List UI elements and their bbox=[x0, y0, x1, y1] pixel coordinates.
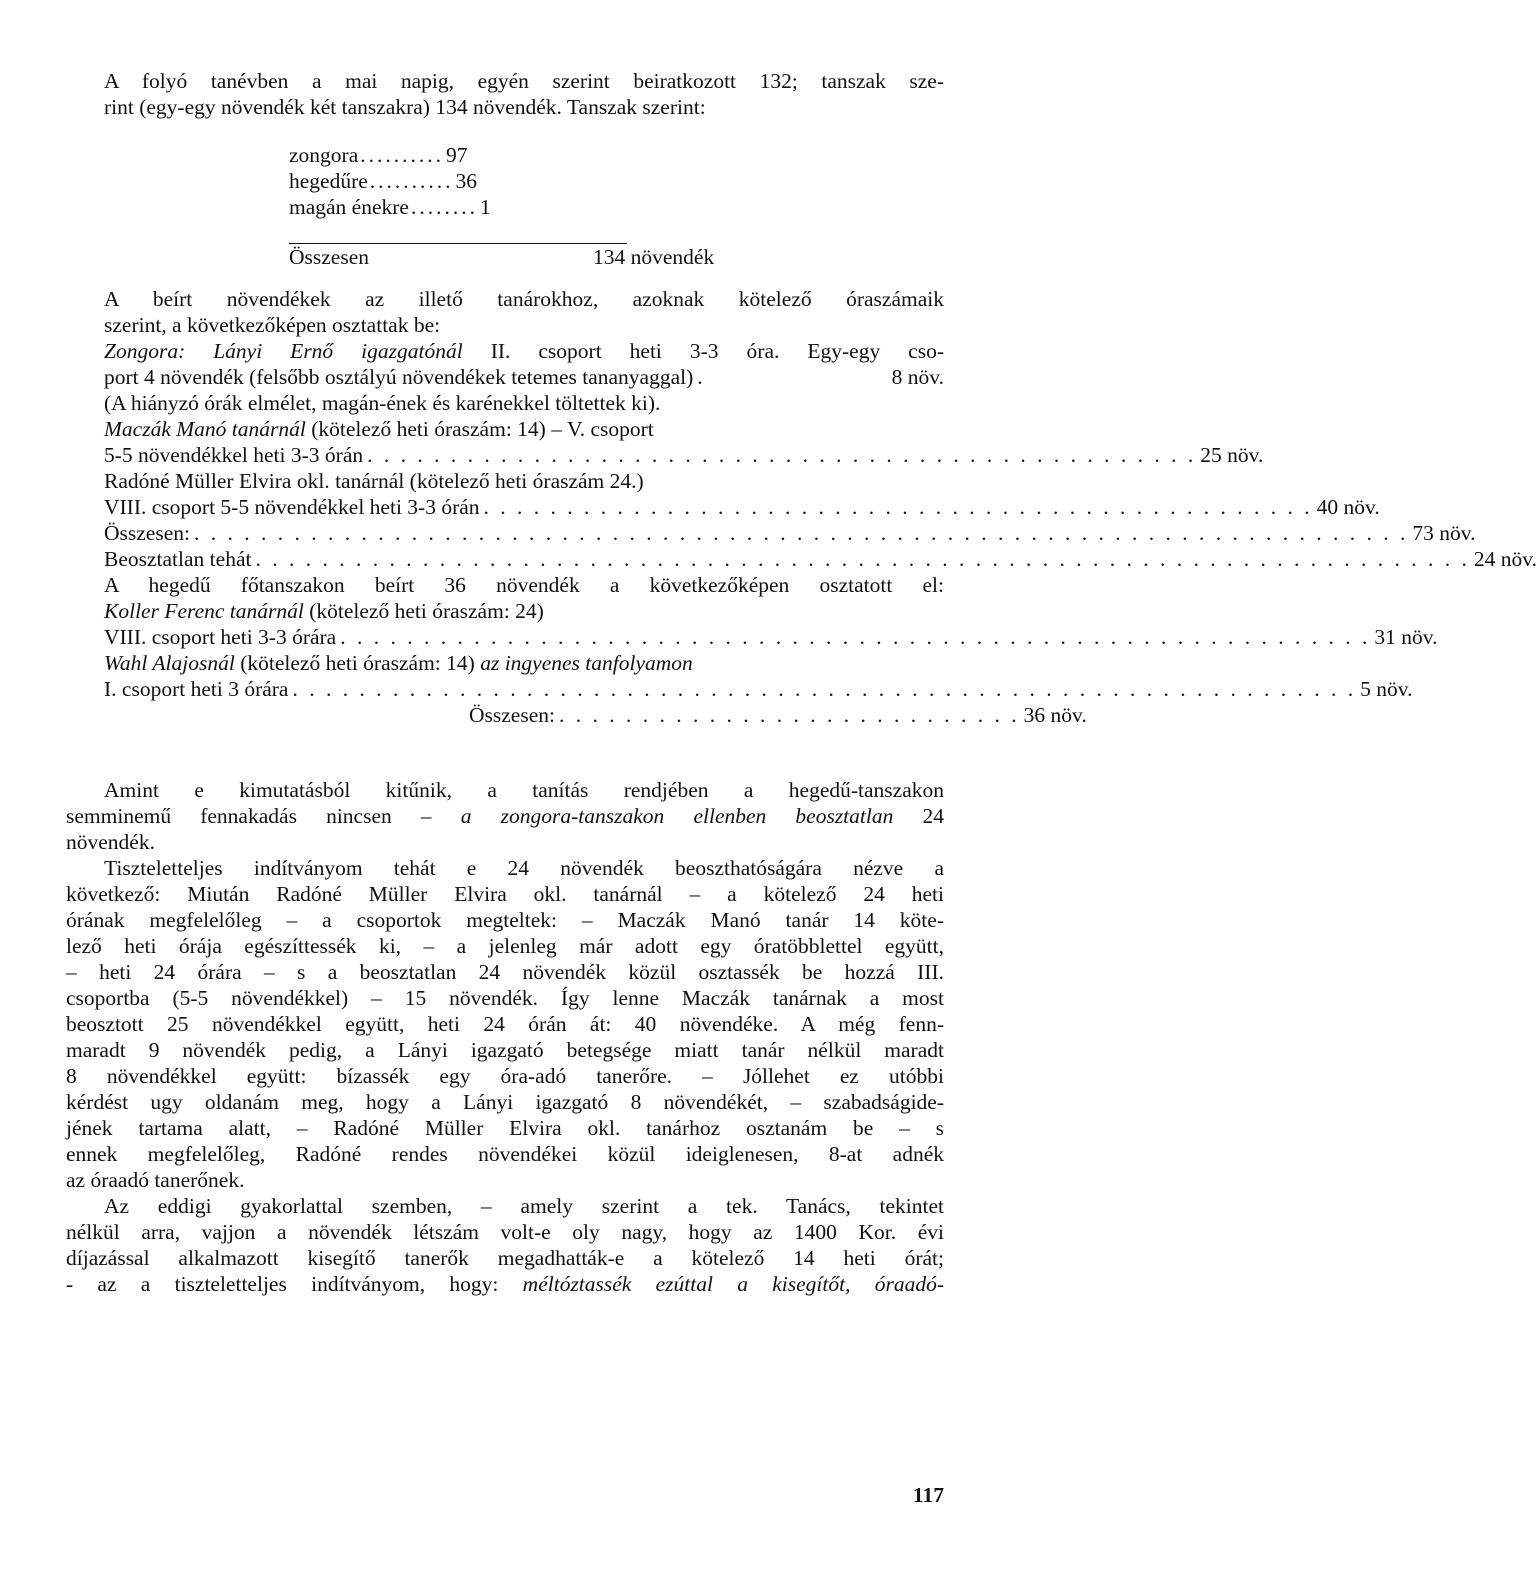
zongora-line-3: (A hiányzó órák elmélet, magán-ének és karénekkel töltettek ki). bbox=[104, 391, 661, 415]
table-row-dots: ........ bbox=[410, 195, 478, 219]
leader-dots: . . . . . . . . . . . . . . . . . . . . . . . . . . . . . . . . . . . . . . . . . . . . . . . . . . . . . . . . . . . . . . . . bbox=[292, 677, 1357, 701]
table-row-dots: .......... bbox=[360, 143, 444, 167]
leader-dots: . . . . . . . . . . . . . . . . . . . . . . . . . . . . . . . . . . . . . . . . . . . . . . . . . . bbox=[483, 495, 1313, 519]
zongora-line-7-value: 40 növ. bbox=[1316, 495, 1380, 519]
leader-dots: . . . . . . . . . . . . . . . . . . . . . . . . . . . . . . . . . . . . . . . . . . . . . . . . . . bbox=[367, 443, 1197, 467]
leader-dots: . . . . . . . . . . . . . . . . . . . . . . . . . . . . . . . . . . . . . . . . . . . . . . . . . . . . . . . . . . . . . . . . . . . . . . . . . bbox=[193, 521, 1409, 545]
hegedu-line-3-text: VIII. csoport heti 3-3 órára bbox=[104, 625, 337, 649]
para3-line: 8 növendékkel együtt: bízassék egy óra-adó tanerőre. – Jóllehet ez utóbbi bbox=[66, 1064, 944, 1088]
teacher-name: Zongora: Lányi Ernő igazgatónál bbox=[104, 339, 463, 363]
hegedu-line-2-rest: (kötelező heti óraszám: 24) bbox=[303, 599, 544, 623]
zongora-line-4 bbox=[104, 416, 654, 442]
intro-line-2: rint (egy-egy növendék két tanszakra) 134 növendék. Tanszak szerint: bbox=[104, 95, 706, 119]
para3-line: kérdést ugy oldanám meg, hogy a Lányi igazgató 8 növendékét, – szabadságide- bbox=[66, 1090, 944, 1114]
para3-line: Tiszteletteljes indítványom tehát e 24 növendék beoszthatóságára nézve a bbox=[104, 856, 944, 880]
hegedu-line-4-mid: (kötelező heti óraszám: 14) bbox=[234, 651, 481, 675]
para4-line-4-italic: méltóztassék ezúttal a kisegítőt, óraadó- bbox=[522, 1272, 944, 1296]
zongora-line-6: Radóné Müller Elvira okl. tanárnál (kötelező heti óraszám 24.) bbox=[104, 469, 644, 493]
zongora-line-5 bbox=[104, 442, 1264, 468]
table-total-value: 134 növendék bbox=[593, 245, 715, 269]
para4-line-4-a: - az a tiszteletteljes indítványom, hogy: bbox=[66, 1272, 523, 1296]
table-row-dots: .......... bbox=[369, 169, 454, 193]
zongora-line-2-text: port 4 növendék (felsőbb osztályú növendékek tetemes tananyaggal) bbox=[104, 365, 694, 389]
para4-line-3: díjazással alkalmazott kisegítő tanerők megadhatták-e a kötelező 14 heti órát; bbox=[66, 1246, 944, 1270]
para2-line-1: Amint e kimutatásból kitűnik, a tanítás rendjében a hegedű-tanszakon bbox=[104, 778, 944, 802]
para2-line-2-italic: a zongora-tanszakon ellenben beosztatlan bbox=[460, 804, 894, 828]
leader-dots: . . . . . . . . . . . . . . . . . . . . . . . . . . . . bbox=[558, 703, 1020, 727]
table-row bbox=[289, 142, 468, 168]
table-row-value: 97 bbox=[446, 143, 468, 167]
table-row bbox=[289, 168, 477, 194]
para3-line: ennek megfelelőleg, Radóné rendes növendékei közül ideiglenesen, 8-at adnék bbox=[66, 1142, 944, 1166]
para3-line: csoportba (5-5 növendékkel) – 15 növendék. Így lenne Maczák tanárnak a most bbox=[66, 986, 944, 1010]
para1-line-1: A beírt növendékek az illető tanárokhoz, azoknak kötelező óraszámaik bbox=[104, 287, 944, 311]
table-row bbox=[289, 194, 491, 220]
zongora-line-9-text: Beosztatlan tehát bbox=[104, 547, 252, 571]
table-row-label: hegedűre bbox=[289, 169, 368, 193]
para4-line-2: nélkül arra, vajjon a növendék létszám volt-e oly nagy, hogy az 1400 Kor. évi bbox=[66, 1220, 944, 1244]
zongora-line-2 bbox=[104, 364, 944, 390]
para3-line: az óraadó tanerőnek. bbox=[66, 1168, 245, 1192]
para2-line-3: növendék. bbox=[66, 830, 155, 854]
para3-line: jének tartama alatt, – Radóné Müller Elvira okl. tanárhoz osztanám be – s bbox=[66, 1116, 944, 1140]
para3-line: beosztott 25 növendékkel együtt, heti 24 órán át: 40 növendéke. A még fenn- bbox=[66, 1012, 944, 1036]
hegedu-line-5 bbox=[104, 676, 1413, 702]
hegedu-line-5-value: 5 növ. bbox=[1360, 677, 1413, 701]
hegedu-line-2 bbox=[104, 598, 544, 624]
hegedu-line-4 bbox=[104, 650, 693, 676]
para2-line-2 bbox=[66, 803, 944, 829]
para4-line-4 bbox=[66, 1271, 944, 1297]
intro-line-1: A folyó tanévben a mai napig, egyén szerint beiratkozott 132; tanszak sze- bbox=[104, 69, 944, 93]
zongora-line-4-rest: (kötelező heti óraszám: 14) – V. csoport bbox=[305, 417, 654, 441]
zongora-line-1-rest: II. csoport heti 3-3 óra. Egy-egy cso- bbox=[462, 339, 944, 363]
zongora-line-5-value: 25 növ. bbox=[1200, 443, 1264, 467]
zongora-line-9 bbox=[104, 546, 1537, 572]
hegedu-line-5-text: I. csoport heti 3 órára bbox=[104, 677, 289, 701]
course-name: az ingyenes tanfolyamon bbox=[480, 651, 693, 675]
para3-line: lező heti órája egészíttessék ki, – a jelenleg már adott egy óratöbblettel együtt, bbox=[66, 934, 944, 958]
hegedu-line-6-text: Összesen: bbox=[469, 703, 555, 727]
table-row-label: zongora bbox=[289, 143, 359, 167]
table-total-label: Összesen bbox=[289, 245, 370, 269]
zongora-line-8 bbox=[104, 520, 1476, 546]
para3-line: – heti 24 órára – s a beosztatlan 24 növendék közül osztassék be hozzá III. bbox=[66, 960, 944, 984]
zongora-line-7-text: VIII. csoport 5-5 növendékkel heti 3-3 órán bbox=[104, 495, 480, 519]
leader-dots: . bbox=[697, 365, 706, 389]
page-number: 117 bbox=[912, 1483, 944, 1507]
zongora-line-8-value: 73 növ. bbox=[1412, 521, 1476, 545]
hegedu-line-6 bbox=[469, 702, 1087, 728]
para4-line-1: Az eddigi gyakorlattal szemben, – amely szerint a tek. Tanács, tekintet bbox=[104, 1194, 944, 1218]
para3-line: maradt 9 növendék pedig, a Lányi igazgató betegsége miatt tanár nélkül maradt bbox=[66, 1038, 944, 1062]
hegedu-line-1: A hegedű főtanszakon beírt 36 növendék a következőképen osztatott el: bbox=[104, 573, 944, 597]
zongora-line-9-value: 24 növ. bbox=[1473, 547, 1537, 571]
teacher-name: Wahl Alajosnál bbox=[104, 651, 235, 675]
table-row-label: magán énekre bbox=[289, 195, 409, 219]
hegedu-line-3 bbox=[104, 624, 1438, 650]
teacher-name: Koller Ferenc tanárnál bbox=[104, 599, 304, 623]
leader-dots: . . . . . . . . . . . . . . . . . . . . . . . . . . . . . . . . . . . . . . . . . . . . . . . . . . . . . . . . . . . . . . . . . . . . . . . . . bbox=[255, 547, 1470, 571]
zongora-line-2-value: 8 növ. bbox=[891, 365, 944, 389]
leader-dots: . . . . . . . . . . . . . . . . . . . . . . . . . . . . . . . . . . . . . . . . . . . . . . . . . . . . . . . . . . . . . . bbox=[340, 625, 1371, 649]
para3-line: következő: Miután Radóné Müller Elvira okl. tanárnál – a kötelező 24 heti bbox=[66, 882, 944, 906]
zongora-line-8-text: Összesen: bbox=[104, 521, 190, 545]
table-row-value: 36 bbox=[455, 169, 478, 193]
zongora-line-5-text: 5-5 növendékkel heti 3-3 órán bbox=[104, 443, 364, 467]
para2-line-2-a: semminemű fennakadás nincsen – bbox=[66, 804, 461, 828]
hegedu-line-6-value: 36 növ. bbox=[1023, 703, 1087, 727]
para3-line: órának megfelelőleg – a csoportok megteltek: – Maczák Manó tanár 14 köte- bbox=[66, 908, 944, 932]
teacher-name: Maczák Manó tanárnál bbox=[104, 417, 306, 441]
zongora-line-1 bbox=[104, 338, 944, 364]
zongora-line-7 bbox=[104, 494, 1380, 520]
para1-line-2: szerint, a következőképen osztattak be: bbox=[104, 313, 441, 337]
table-row-value: 1 bbox=[479, 195, 491, 219]
hegedu-line-3-value: 31 növ. bbox=[1374, 625, 1438, 649]
para2-line-2-b: 24 bbox=[893, 804, 944, 828]
